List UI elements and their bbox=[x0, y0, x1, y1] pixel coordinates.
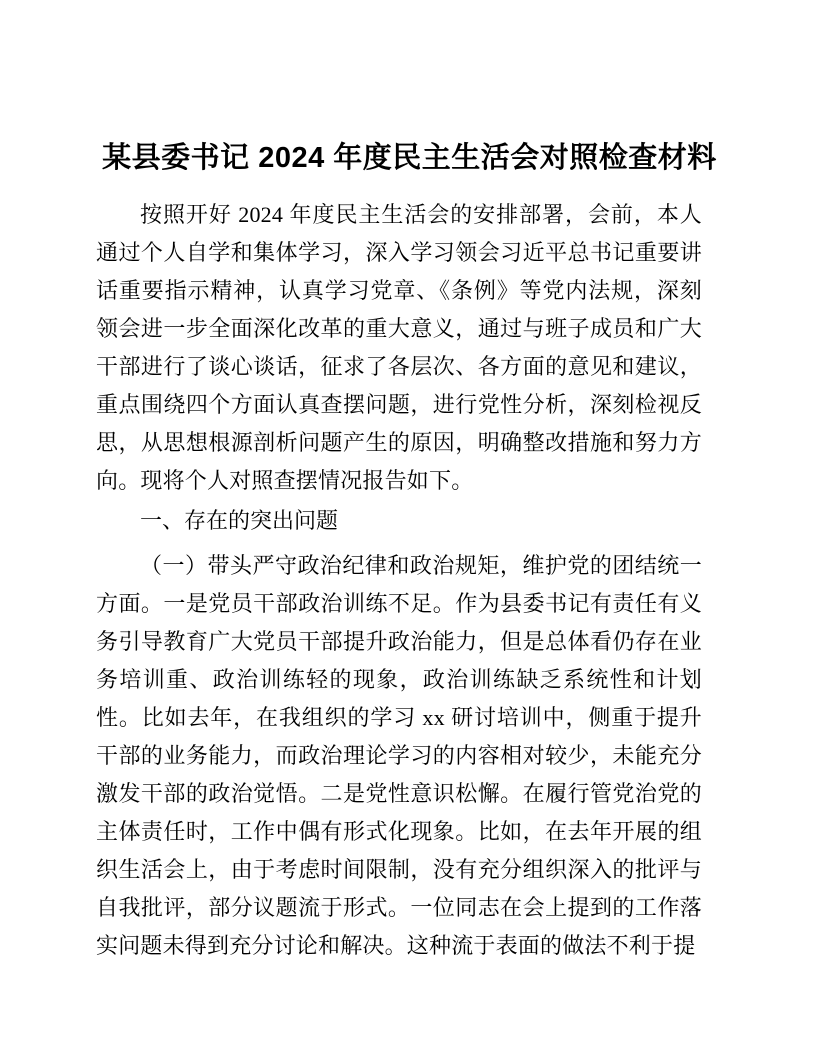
intro-paragraph: 按照开好 2024 年度民主生活会的安排部署，会前，本人通过个人自学和集体学习，深入学习领会习近平总书记重要讲话重要指示精神，认真学习党章、《条例》等党内法规，深刻领会进一步全面深化改革的重大意义，通过与班子成员和广大干部进行了谈心谈话，征求了各层次、各方面的意见和建议，重点围绕四个方面认真查摆问题，进行党性分析，深刻检视反思，从思想根源剖析问题产生的原因，明确整改措施和努力方向。现将个人对照查摆情况报告如下。 bbox=[96, 202, 702, 493]
section1-paragraph: （一）带头严守政治纪律和政治规矩，维护党的团结统一方面。一是党员干部政治训练不足。作为县委书记有责任有义务引导教育广大党员干部提升政治能力，但是总体看仍存在业务培训重、政治训练轻的现象，政治训练缺乏系统性和计划性。比如去年，在我组织的学习 xx 研讨培训中，侧重于提升干部的业务能力，而政治理论学习的内容相对较少，未能充分激发干部的政治觉悟。二是党性意识松懈。在履行管党治党的主体责任时，工作中偶有形式化现象。比如，在去年开展的组织生活会上，由于考虑时间限制，没有充分组织深入的批评与自我批评，部分议题流于形式。一位同志在会上提到的工作落实问题未得到充分讨论和解决。这种流于表面的做法不利于提 bbox=[96, 553, 702, 958]
document-title: 某县委书记 2024 年度民主生活会对照检查材料 bbox=[102, 142, 717, 174]
section-heading-1: 一、存在的突出问题 bbox=[140, 508, 339, 533]
